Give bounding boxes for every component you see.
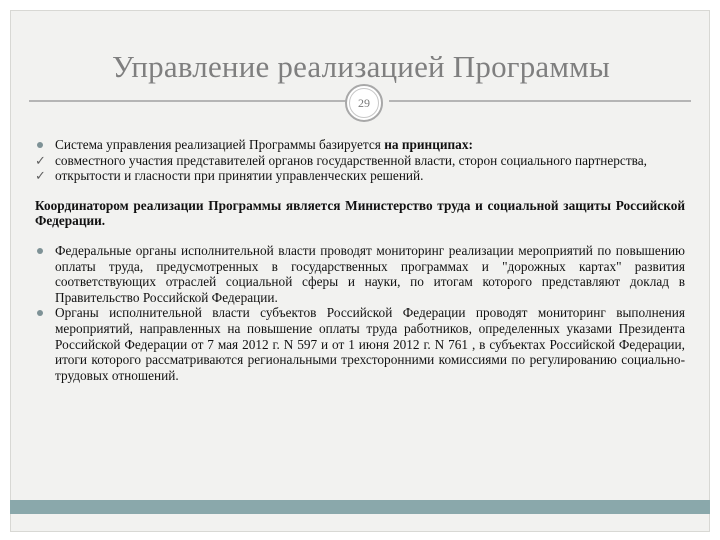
slide-body: [35, 137, 685, 383]
bullet-item: [35, 243, 685, 305]
slide-title: Управление реализацией Программы: [111, 49, 611, 84]
bullet-dot-icon: [37, 310, 43, 316]
bullet-text: Органы исполнительной власти субъектов Российской Федерации проводят мониторинг выполнения мероприятий, направленных на повышение оплаты труда работников, определенных указами Президента Российской Федерации от 7 мая 2012 г. N 597 и от 1 июня 2012 г. N 761 , в субъектах Российской Федерации, итоги которого рассматриваются региональными трехсторонними комиссиями по регулированию социально-трудовых отношений.: [55, 305, 685, 383]
principle-text: открытости и гласности при принятии управленческих решений.: [55, 168, 424, 184]
principle-item: [35, 168, 685, 184]
intro-text: Система управления реализацией Программы базируется: [55, 137, 385, 152]
intro-item: [35, 137, 685, 153]
bullet-dot-icon: [37, 248, 43, 254]
bullet-item: [35, 305, 685, 383]
page-number-badge: [345, 84, 383, 122]
coordinator-statement: Координатором реализации Программы является Министерство труда и социальной защиты Российской Федерации.: [35, 197, 685, 229]
checkmark-icon: ✓: [35, 152, 46, 168]
slide: [10, 10, 710, 532]
title-divider-right: [389, 100, 691, 102]
title-divider-left: [29, 100, 347, 102]
principle-text: совместного участия представителей органов государственной власти, сторон социального партнерства,: [55, 152, 647, 168]
intro-bold: на принципах:: [384, 137, 473, 152]
checkmark-icon: ✓: [35, 168, 46, 184]
page-number: 29: [349, 88, 379, 118]
bullet-dot-icon: [37, 142, 43, 148]
principle-item: [35, 153, 685, 169]
footer-accent-bar: [10, 500, 710, 514]
bullet-text: Федеральные органы исполнительной власти проводят мониторинг реализации мероприятий по повышению оплаты труда, предусмотренных в государственных программах и "дорожных картах" развития соответствующих отраслей социальной сферы и науки, по итогам которого представляют доклад в Правительство Российской Федерации.: [55, 242, 685, 305]
